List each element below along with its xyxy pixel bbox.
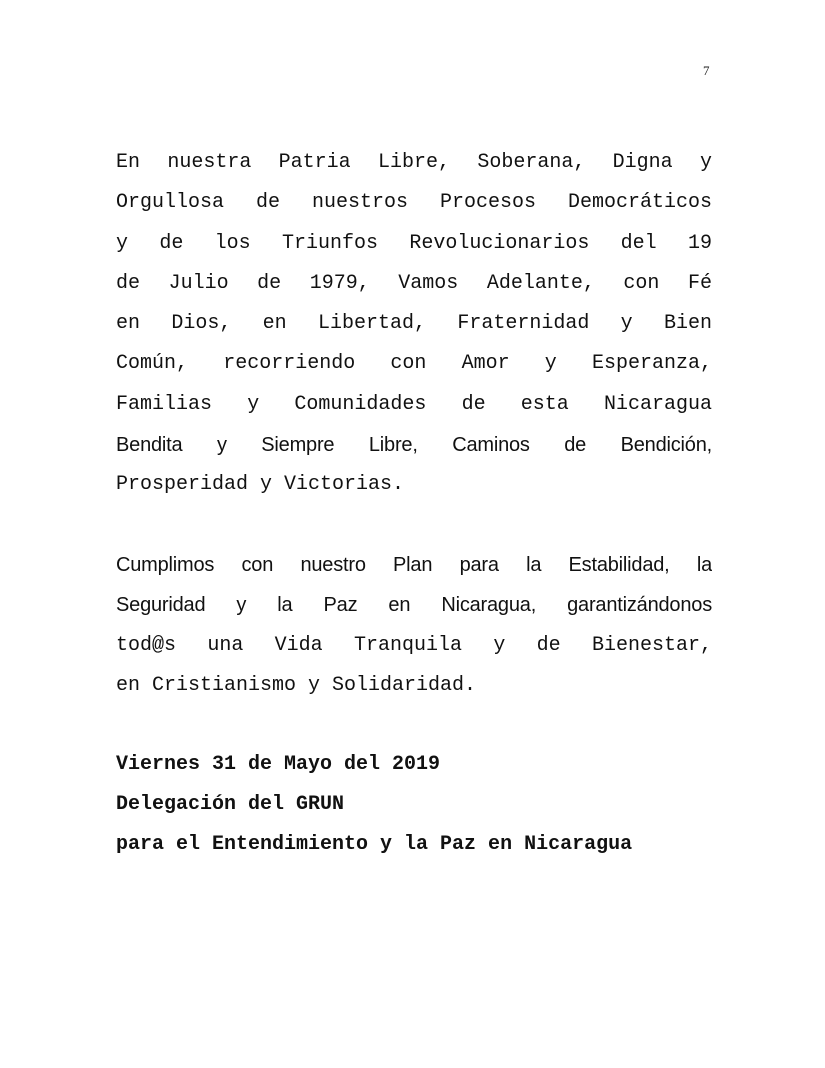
paragraph-line: y de los Triunfos Revolucionarios del 19: [116, 231, 712, 255]
paragraph-line: Común, recorriendo con Amor y Esperanza,: [116, 352, 712, 376]
paragraph-line: Cumplimos con nuestro Plan para la Estabilidad, la: [116, 554, 712, 576]
paragraph-plan-estabilidad: [116, 545, 712, 706]
paragraph-line: de Julio de 1979, Vamos Adelante, con Fé: [116, 271, 712, 295]
paragraph-line: Familias y Comunidades de esta Nicaragua: [116, 392, 712, 416]
signature-block: [116, 745, 632, 865]
paragraph-line: Seguridad y la Paz en Nicaragua, garantizándonos: [116, 594, 712, 617]
signature-purpose: para el Entendimiento y la Paz en Nicaragua: [116, 833, 633, 856]
signature-delegation: Delegación del GRUN: [116, 793, 345, 816]
paragraph-line: en Dios, en Libertad, Fraternidad y Bien: [116, 312, 712, 336]
paragraph-line: En nuestra Patria Libre, Soberana, Digna y: [116, 151, 712, 174]
paragraph-line: en Cristianismo y Solidaridad.: [116, 673, 477, 697]
paragraph-line: Orgullosa de nuestros Procesos Democráticos: [116, 191, 712, 215]
paragraph-line: Prosperidad y Victorias.: [116, 473, 405, 497]
paragraph-line: tod@s una Vida Tranquila y de Bienestar,: [116, 633, 712, 657]
page-number: 7: [703, 63, 710, 78]
signature-date: Viernes 31 de Mayo del 2019: [116, 753, 441, 776]
paragraph-patria-libre: [116, 143, 712, 506]
paragraph-line: Bendita y Siempre Libre, Caminos de Bendición,: [116, 434, 712, 457]
